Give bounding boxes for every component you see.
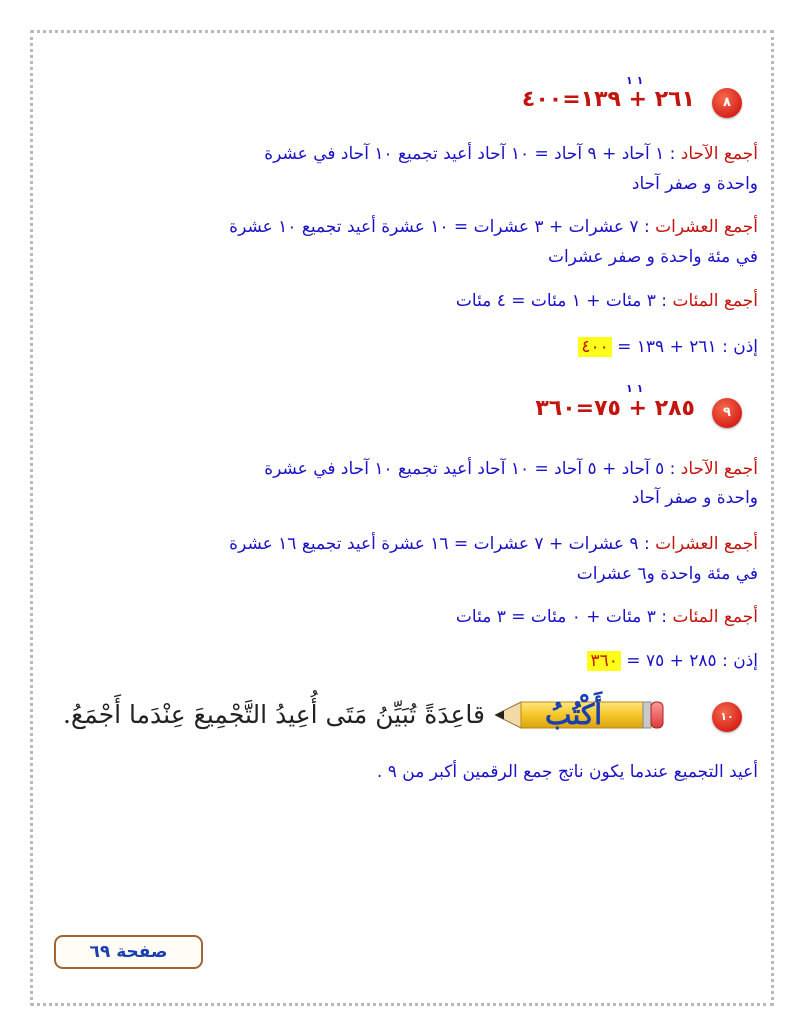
problem-8-ones-line — [264, 140, 758, 168]
ones-text: : ٥ آحاد + ٥ آحاد = ١٠ آحاد أعيد تجميع ١٠ آحاد في عشرة — [264, 459, 681, 479]
ones-label: أجمع الآحاد — [680, 459, 758, 479]
problem-8-equation: ٢٦١ + ١٣٩=٤٠٠ — [521, 87, 695, 112]
ones-text: : ١ آحاد + ٩ آحاد = ١٠ آحاد أعيد تجميع ١٠ آحاد في عشرة — [264, 144, 681, 164]
problem-9-result-line — [587, 647, 758, 675]
problem-8-badge: ٨ — [712, 88, 742, 118]
problem-10-question: قاعِدَةً تُبَيِّنُ مَتَى أُعِيدُ التَّجْمِيعَ عِنْدَما أَجْمَعُ. — [62, 700, 485, 729]
result-prefix: إذن : ٢٨٥ + ٧٥ = — [620, 651, 758, 671]
hundreds-text: : ٣ مئات + ١ مئات = ٤ مئات — [455, 291, 673, 311]
result-prefix: إذن : ٢٦١ + ١٣٩ = — [611, 337, 758, 357]
write-label: أَكْتُبُ — [545, 698, 603, 731]
problem-9-tens-line — [229, 530, 758, 558]
tens-text: : ٧ عشرات + ٣ عشرات = ١٠ عشرة أعيد تجميع ١٠ عشرة — [229, 217, 656, 237]
problem-8-tens-line — [229, 213, 758, 241]
problem-8-tens-line-2: في مئة واحدة و صفر عشرات — [548, 247, 758, 267]
problem-9-carry: ١ ١ — [626, 382, 644, 395]
problem-9-ones-line — [264, 455, 758, 483]
problem-9-equation: ٢٨٥ + ٧٥=٣٦٠ — [535, 396, 695, 421]
problem-8-ones-line-2: واحدة و صفر آحاد — [631, 174, 758, 194]
ones-label: أجمع الآحاد — [680, 144, 758, 164]
problem-9-hundreds-line — [456, 603, 758, 631]
problem-9-badge: ٩ — [712, 398, 742, 428]
problem-8-carry: ١ ١ — [626, 74, 644, 87]
hundreds-label: أجمع المئات — [672, 291, 758, 311]
problem-9-tens-line-2: في مئة واحدة و٦ عشرات — [576, 564, 758, 584]
problem-8-hundreds-line — [456, 287, 758, 315]
problem-10-answer: أعيد التجميع عندما يكون ناتج جمع الرقمين أكبر من ٩ . — [376, 762, 758, 782]
tens-label: أجمع العشرات — [655, 217, 758, 237]
result-value-highlight: ٣٦٠ — [587, 651, 620, 671]
hundreds-label: أجمع المئات — [672, 607, 758, 627]
tens-label: أجمع العشرات — [655, 534, 758, 554]
result-value-highlight: ٤٠٠ — [578, 337, 611, 357]
problem-9-ones-line-2: واحدة و صفر آحاد — [631, 488, 758, 508]
hundreds-text: : ٣ مئات + ٠ مئات = ٣ مئات — [455, 607, 673, 627]
problem-8-result-line — [578, 333, 758, 361]
page-number-box: صفحة ٦٩ — [54, 935, 203, 969]
problem-10-badge: ١٠ — [712, 702, 742, 732]
tens-text: : ٩ عشرات + ٧ عشرات = ١٦ عشرة أعيد تجميع ١٦ عشرة — [229, 534, 656, 554]
